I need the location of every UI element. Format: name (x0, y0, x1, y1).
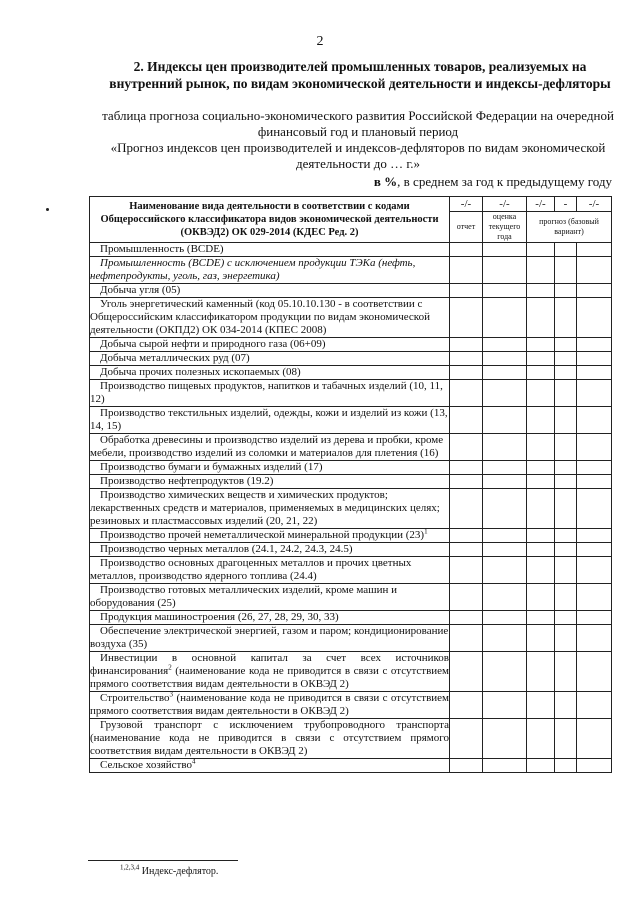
value-cell (527, 352, 555, 366)
value-cell (450, 652, 483, 692)
header-estimate: оценка текущего года (483, 212, 527, 243)
value-cell (555, 461, 577, 475)
value-cell (527, 692, 555, 719)
value-cell (577, 759, 612, 773)
value-cell (555, 257, 577, 284)
value-cell (450, 625, 483, 652)
value-cell (483, 557, 527, 584)
value-cell (450, 719, 483, 759)
value-cell (527, 366, 555, 380)
activity-label (90, 557, 450, 584)
value-cell (577, 284, 612, 298)
activity-label (90, 461, 450, 475)
year-mark: - (555, 197, 577, 212)
value-cell (483, 243, 527, 257)
table-row (90, 557, 612, 584)
margin-dot (46, 208, 49, 211)
value-cell (577, 489, 612, 529)
table-row (90, 461, 612, 475)
activity-name: Производство основных драгоценных металлов и прочих цветных металлов, производство ядерного топлива (24.4) (90, 557, 412, 582)
footnote-text: Индекс-дефлятор. (139, 866, 219, 877)
value-cell (555, 529, 577, 543)
value-cell (483, 625, 527, 652)
activity-name: Производство химических веществ и химических продуктов; лекарственных средств и материалов, применяемых в медицинских целях; резиновых и пластмассовых изделий (20, 21, 22) (90, 489, 440, 527)
value-cell (577, 543, 612, 557)
value-cell (555, 338, 577, 352)
header-forecast: прогноз (базовый вариант) (527, 212, 612, 243)
footnote-ref: 3 (169, 690, 174, 699)
activity-name: Производство прочей неметаллической минеральной продукции (23) (100, 529, 425, 541)
value-cell (483, 475, 527, 489)
activity-name: Производство черных металлов (24.1, 24.2, 24.3, 24.5) (100, 543, 353, 555)
value-cell (450, 243, 483, 257)
units-bold: в % (373, 174, 398, 189)
table-row (90, 366, 612, 380)
value-cell (483, 298, 527, 338)
forecast-table (89, 196, 612, 773)
table-row (90, 529, 612, 543)
page-number: 2 (316, 34, 324, 49)
value-cell (450, 557, 483, 584)
value-cell (527, 284, 555, 298)
table-row (90, 489, 612, 529)
value-cell (577, 366, 612, 380)
value-cell (527, 461, 555, 475)
value-cell (483, 380, 527, 407)
table-row (90, 298, 612, 338)
activity-name: Промышленность (BCDE) с исключением продукции ТЭКа (нефть, нефтепродукты, уголь, газ, энергетика) (90, 257, 416, 282)
value-cell (483, 652, 527, 692)
value-cell (577, 557, 612, 584)
value-cell (577, 461, 612, 475)
activity-label (90, 489, 450, 529)
value-cell (577, 257, 612, 284)
value-cell (555, 652, 577, 692)
value-cell (577, 611, 612, 625)
value-cell (450, 611, 483, 625)
year-mark: -/- (450, 197, 483, 212)
subtitle-line: таблица прогноза социально-экономического развития Российской Федерации на очередной (102, 108, 614, 123)
table-row (90, 584, 612, 611)
table-row (90, 338, 612, 352)
activity-label (90, 759, 450, 773)
value-cell (527, 380, 555, 407)
activity-name: Инвестиции в основной капитал за счет всех источников финансирования (90, 652, 449, 677)
table-row (90, 407, 612, 434)
table-row (90, 719, 612, 759)
value-cell (527, 719, 555, 759)
value-cell (527, 298, 555, 338)
value-cell (527, 759, 555, 773)
activity-name: Производство готовых металлических изделий, кроме машин и оборудования (25) (90, 584, 398, 609)
value-cell (527, 338, 555, 352)
table-row (90, 759, 612, 773)
activity-name: Грузовой транспорт с исключением трубопроводного транспорта (наименование кода не приводится в связи с отсутствием прямого соответствия видам деятельности в ОКВЭД 2) (90, 719, 449, 757)
value-cell (450, 584, 483, 611)
header-report: отчет (450, 212, 483, 243)
value-cell (577, 407, 612, 434)
activity-name: Добыча угля (05) (100, 284, 181, 296)
activity-label (90, 243, 450, 257)
value-cell (555, 475, 577, 489)
activity-name: Производство бумаги и бумажных изделий (17) (100, 461, 323, 473)
value-cell (527, 557, 555, 584)
value-cell (483, 543, 527, 557)
activity-name: Строительство (100, 692, 170, 704)
table-row (90, 475, 612, 489)
value-cell (450, 489, 483, 529)
activity-name: Сельское хозяйство (100, 759, 192, 771)
value-cell (577, 434, 612, 461)
subtitle-line: деятельности до … г.» (296, 156, 420, 171)
value-cell (555, 611, 577, 625)
value-cell (450, 366, 483, 380)
value-cell (527, 243, 555, 257)
value-cell (450, 298, 483, 338)
activity-label (90, 284, 450, 298)
value-cell (483, 352, 527, 366)
activity-name: Производство текстильных изделий, одежды, кожи и изделий из кожи (13, 14, 15) (90, 407, 448, 432)
value-cell (450, 461, 483, 475)
value-cell (450, 434, 483, 461)
footnote-ref: 2 (168, 663, 172, 672)
value-cell (483, 461, 527, 475)
value-cell (577, 584, 612, 611)
value-cell (483, 257, 527, 284)
value-cell (555, 759, 577, 773)
value-cell (483, 584, 527, 611)
value-cell (555, 543, 577, 557)
footnote-marks: 1,2,3,4 (120, 863, 140, 872)
activity-label (90, 366, 450, 380)
footnote-rule (88, 860, 238, 861)
year-mark: -/- (577, 197, 612, 212)
value-cell (483, 366, 527, 380)
value-cell (577, 298, 612, 338)
value-cell (483, 284, 527, 298)
activity-label (90, 475, 450, 489)
footnote (120, 863, 219, 877)
value-cell (555, 489, 577, 529)
activity-label (90, 611, 450, 625)
value-cell (450, 692, 483, 719)
value-cell (527, 407, 555, 434)
value-cell (450, 475, 483, 489)
table-row (90, 692, 612, 719)
value-cell (555, 298, 577, 338)
value-cell (577, 652, 612, 692)
value-cell (555, 584, 577, 611)
activity-label (90, 584, 450, 611)
value-cell (527, 529, 555, 543)
value-cell (450, 529, 483, 543)
activity-name: Производство нефтепродуктов (19.2) (100, 475, 274, 487)
table-row (90, 434, 612, 461)
activity-name: Добыча прочих полезных ископаемых (08) (100, 366, 301, 378)
value-cell (577, 475, 612, 489)
document-title: 2. Индексы цен производителей промышленных товаров, реализуемых на внутренний рынок, по видам экономической деятельности и индексы-дефляторы (109, 59, 611, 91)
activity-name-tail: (наименование кода не приводится в связи с отсутствием прямого соответствия видам деятельности в ОКВЭД 2) (90, 665, 449, 690)
subtitle-line: финансовый год и плановый период (257, 124, 459, 139)
value-cell (450, 338, 483, 352)
value-cell (555, 557, 577, 584)
activity-name: Продукция машиностроения (26, 27, 28, 29, 30, 33) (100, 611, 339, 623)
activity-label (90, 338, 450, 352)
activity-label (90, 719, 450, 759)
value-cell (555, 434, 577, 461)
header-activity-name: Наименование вида деятельности в соответствии с кодами Общероссийского классификатора видов экономической деятельности (ОКВЭД2) ОК 029-2014 (КДЕС Ред. 2) (90, 197, 450, 243)
footnote-ref: 4 (191, 757, 196, 766)
value-cell (555, 366, 577, 380)
value-cell (577, 380, 612, 407)
table-body (90, 243, 612, 773)
activity-label (90, 298, 450, 338)
subtitle-line: «Прогноз индексов цен производителей и индексов-дефляторов по видам экономической (110, 140, 606, 155)
value-cell (483, 529, 527, 543)
table-row (90, 543, 612, 557)
activity-label (90, 352, 450, 366)
value-cell (483, 611, 527, 625)
value-cell (527, 584, 555, 611)
value-cell (450, 257, 483, 284)
activity-label (90, 529, 450, 543)
value-cell (483, 338, 527, 352)
value-cell (577, 352, 612, 366)
year-mark: -/- (483, 197, 527, 212)
activity-name: Добыча сырой нефти и природного газа (06+09) (100, 338, 326, 350)
value-cell (555, 243, 577, 257)
value-cell (450, 759, 483, 773)
value-cell (527, 543, 555, 557)
value-cell (555, 284, 577, 298)
value-cell (450, 380, 483, 407)
value-cell (483, 719, 527, 759)
activity-label (90, 652, 450, 692)
value-cell (577, 338, 612, 352)
value-cell (527, 611, 555, 625)
table-row (90, 284, 612, 298)
activity-label (90, 692, 450, 719)
value-cell (527, 489, 555, 529)
value-cell (577, 692, 612, 719)
activity-name: Обеспечение электрической энергией, газом и паром; кондиционирование воздуха (35) (90, 625, 449, 650)
value-cell (555, 719, 577, 759)
table-row (90, 611, 612, 625)
activity-name: Промышленность (BCDE) (100, 243, 224, 255)
value-cell (527, 257, 555, 284)
activity-label (90, 257, 450, 284)
value-cell (527, 625, 555, 652)
activity-name: Добыча металлических руд (07) (100, 352, 250, 364)
activity-label (90, 434, 450, 461)
table-row (90, 652, 612, 692)
value-cell (527, 652, 555, 692)
activity-label (90, 380, 450, 407)
value-cell (555, 625, 577, 652)
table-row (90, 243, 612, 257)
units-rest: , в среднем за год к предыдущему году (397, 174, 612, 189)
value-cell (483, 489, 527, 529)
value-cell (527, 475, 555, 489)
footnote-ref: 1 (424, 527, 428, 536)
table-row (90, 257, 612, 284)
table-row (90, 352, 612, 366)
value-cell (483, 434, 527, 461)
value-cell (450, 543, 483, 557)
value-cell (555, 407, 577, 434)
activity-name-tail: (наименование кода не приводится в связи с отсутствием прямого соответствия видам деятельности в ОКВЭД 2) (90, 692, 449, 717)
value-cell (450, 352, 483, 366)
value-cell (577, 243, 612, 257)
units-note (374, 174, 612, 190)
value-cell (555, 352, 577, 366)
value-cell (555, 380, 577, 407)
activity-label (90, 543, 450, 557)
document-subtitle (88, 108, 628, 172)
value-cell (450, 407, 483, 434)
activity-label (90, 407, 450, 434)
value-cell (527, 434, 555, 461)
year-mark: -/- (527, 197, 555, 212)
value-cell (555, 692, 577, 719)
value-cell (577, 719, 612, 759)
value-cell (577, 625, 612, 652)
value-cell (483, 759, 527, 773)
value-cell (450, 284, 483, 298)
activity-name: Производство пищевых продуктов, напитков и табачных изделий (10, 11, 12) (90, 380, 443, 405)
value-cell (483, 407, 527, 434)
value-cell (483, 692, 527, 719)
activity-name: Обработка древесины и производство изделий из дерева и пробки, кроме мебели, производство изделий из соломки и материалов для плетения (16) (90, 434, 444, 459)
activity-label (90, 625, 450, 652)
table-row (90, 625, 612, 652)
activity-name: Уголь энергетический каменный (код 05.10.10.130 - в соответствии с Общероссийским классификатором продукции по видам экономической деятельности (ОКПД2) ОК 034-2014 (КПЕС 2008) (90, 298, 430, 336)
table-row (90, 380, 612, 407)
value-cell (577, 529, 612, 543)
